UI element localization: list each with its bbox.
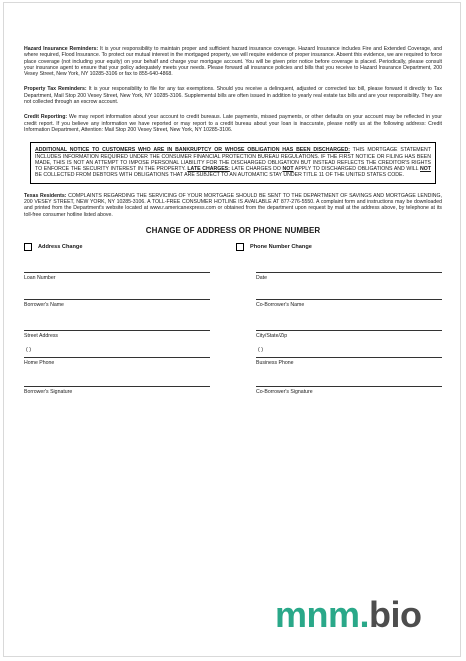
co-borrower-name-label: Co-Borrower's Name	[256, 302, 305, 309]
late-charges-heading: LATE CHARGES:	[187, 166, 230, 173]
watermark-logo	[275, 594, 422, 636]
form-row-signatures	[24, 370, 442, 399]
watermark-part-2: bio	[369, 594, 422, 635]
form-row-address	[24, 312, 442, 343]
notice-heading: ADDITIONAL NOTICE TO CUSTOMERS WHO ARE IN BANKRUPTCY OR WHOSE OBLIGATION HAS BEEN DISCHARGED:	[35, 147, 350, 154]
address-change-checkbox[interactable]	[24, 243, 32, 251]
phone-change-label: Phone Number Change	[250, 244, 312, 251]
form-row-phones	[24, 343, 442, 370]
credit-reporting-paragraph	[24, 114, 442, 133]
co-borrower-signature-label: Co-Borrower's Signature	[256, 389, 313, 396]
form-title: CHANGE OF ADDRESS OR PHONE NUMBER	[145, 225, 321, 235]
phone-change-option[interactable]	[236, 242, 312, 252]
address-change-label: Address Change	[38, 244, 83, 251]
hazard-text: It is your responsibility to maintain proper and sufficient hazard insurance coverage. Hazard Insurance includes Fire and Extended Coverage, and where required, Flood Insurance. To protect our mutual interest in the mortgaged property, we will require evidence of proper insurance. Absent this evidence, we are required to force place coverage (not including your equity) on your behalf and charge your mortgage account. You will be given prior notice before coverage is placed. Periodically, please consult your insurance agent to ensure that your policy adequately meets your needs. Please forward all insurance policies and bills that you receive to Hazard Insurance Department, 200 Vesey Street, New York, NY 10285-3106 or fax to 855-640-4868.	[24, 46, 442, 78]
address-change-option[interactable]	[24, 242, 236, 252]
co-borrower-name-field[interactable]	[256, 285, 442, 312]
date-label: Date	[256, 275, 267, 282]
street-address-field[interactable]	[24, 312, 210, 343]
business-phone-field[interactable]	[256, 343, 442, 370]
notice-not-1: NOT	[282, 166, 294, 173]
texas-text: COMPLAINTS REGARDING THE SERVICING OF YOUR MORTGAGE SHOULD BE SENT TO THE DEPARTMENT OF SAVINGS AND MORTGAGE LENDING, 200 VESEY STREET, NEW YORK, NY 10285-3106. A TOLL-FREE CONSUMER HOTLINE IS AVAILABLE AT 877-276-5550. A complaint form and instructions may be downloaded and printed from the Department's website located at www.r.americanexpress.com or obtained from the department upon request by mail at the address above, by telephone at its toll-free consumer hotline listed above.	[24, 192, 442, 218]
notice-text-2: LATE CHARGES DO	[231, 166, 281, 173]
borrower-name-field[interactable]	[24, 285, 210, 312]
business-phone-area-code: ( )	[256, 343, 442, 358]
borrower-signature-label: Borrower's Signature	[24, 389, 73, 396]
home-phone-area-code: ( )	[24, 343, 210, 358]
notice-text-4: BE COLLECTED FROM DEBTORS WITH OBLIGATIONS THAT ARE SUBJECT TO AN AUTOMATIC STAY UNDER TITLE 11 OF THE UNITED STATES CODE.	[35, 172, 404, 179]
hazard-heading: Hazard Insurance Reminders:	[24, 46, 99, 52]
property-tax-heading: Property Tax Reminders:	[24, 86, 87, 93]
property-tax-text: It is your responsibility to file for any tax exemptions. Should you receive a delinquent, adjusted or corrected tax bill, please forward it directly to Tax Department, Mail Stop 200 Vesey Street, New York, NY 10285-3106. Supplemental bills are often issued in addition to yearly real estate tax bills and are your responsibility. They are not collected through an escrow account.	[24, 86, 442, 106]
property-tax-paragraph	[24, 86, 442, 105]
document-body	[24, 46, 442, 399]
home-phone-field[interactable]	[24, 343, 210, 370]
city-state-zip-label: City/State/Zip	[256, 333, 288, 340]
change-type-checkboxes	[24, 242, 442, 252]
texas-heading: Texas Residents:	[24, 192, 67, 199]
form-row-loan	[24, 258, 442, 285]
borrower-signature-field[interactable]	[24, 370, 210, 399]
loan-number-label: Loan Number	[24, 275, 56, 282]
notice-text-1: THIS MORTGAGE STATEMENT INCLUDES INFORMATION REQUIRED UNDER THE CONSUMER FINANCIAL PROTECTION BUREAU REGULATIONS. IF THE FIRST NOTICE OR FILING HAS BEEN MADE, THIS IS NOT AN ATTEMPT TO IMPOSE PERSONAL LIABILITY FOR THE DISCHARGED OBLIGATION BUT INSTEAD REFLECTS THE CREDITOR'S RIGHTS TO ENFORCE THE SECURITY INTEREST IN THE PROPERTY.	[35, 147, 431, 173]
texas-residents-paragraph	[24, 193, 442, 218]
date-field[interactable]	[256, 258, 442, 285]
street-address-label: Street Address	[24, 333, 59, 340]
phone-change-checkbox[interactable]	[236, 243, 244, 251]
city-state-zip-field[interactable]	[256, 312, 442, 343]
form-row-names	[24, 285, 442, 312]
watermark-part-1: mnm.	[275, 594, 370, 635]
credit-text: We may report information about your account to credit bureaus. Late payments, missed payments, or other defaults on your account may be reflected in your credit report. If you believe any information we have reported or may report to a credit bureau about your loan is inaccurate, please notify us at the following address: Credit Information Department, Attention: Mail Stop 200 Vesey Street, New York, NY 10285-3106.	[24, 114, 442, 133]
home-phone-label: Home Phone	[24, 360, 55, 367]
credit-heading: Credit Reporting:	[24, 114, 68, 121]
bankruptcy-notice-box	[30, 142, 436, 183]
borrower-name-label: Borrower's Name	[24, 302, 64, 309]
co-borrower-signature-field[interactable]	[256, 370, 442, 399]
notice-not-2: NOT	[420, 166, 431, 173]
notice-text-3: APPLY TO DISCHARGED OBLIGATIONS AND WILL	[294, 166, 419, 173]
hazard-insurance-paragraph	[24, 46, 442, 77]
business-phone-label: Business Phone	[256, 360, 294, 367]
loan-number-field[interactable]	[24, 258, 210, 285]
